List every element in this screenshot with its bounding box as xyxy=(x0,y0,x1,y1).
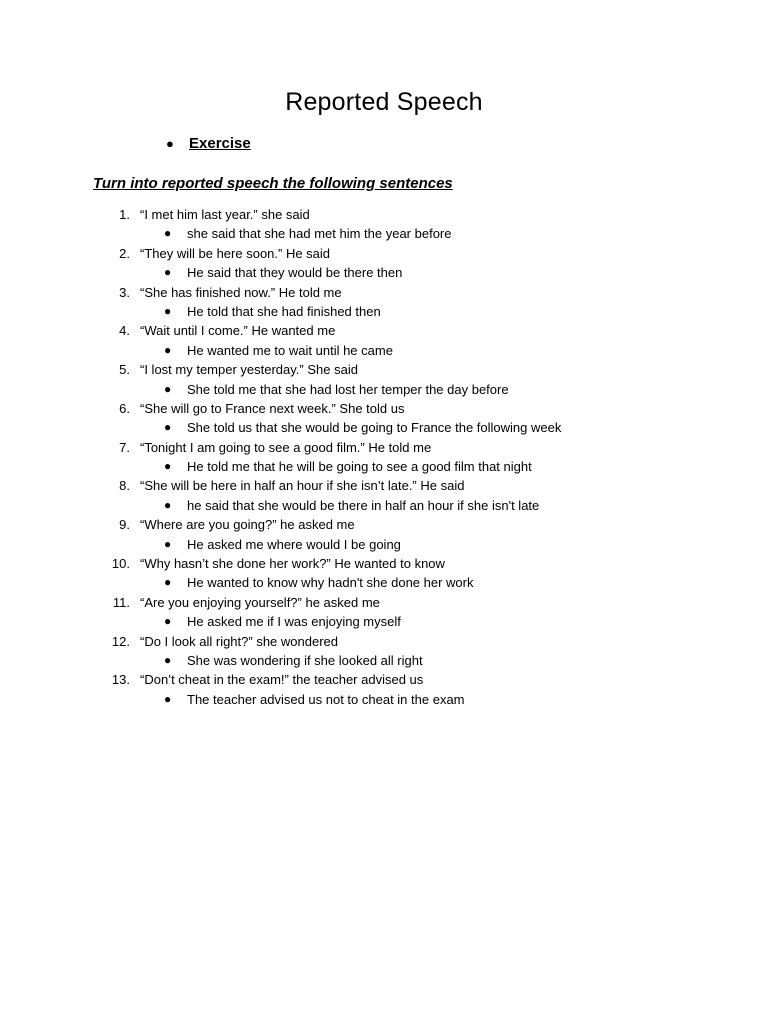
page-title: Reported Speech xyxy=(285,88,483,116)
list-item xyxy=(0,440,768,459)
exercise-heading xyxy=(166,135,251,152)
exercise-label: Exercise xyxy=(189,135,251,152)
item-question: “She has finished now.” He told me xyxy=(140,284,342,300)
item-answer: She was wondering if she looked all right xyxy=(187,652,423,668)
list-item xyxy=(0,595,768,614)
bullet-icon: ● xyxy=(164,652,172,667)
item-question: “Are you enjoying yourself?” he asked me xyxy=(140,594,380,610)
bullet-icon: ● xyxy=(166,136,174,151)
list-item-answer xyxy=(0,226,768,245)
item-number: 4. xyxy=(119,323,130,339)
list-item-answer xyxy=(0,343,768,362)
bullet-icon: ● xyxy=(164,381,172,396)
list-item xyxy=(0,672,768,691)
list-item-answer xyxy=(0,304,768,323)
item-answer: he said that she would be there in half an hour if she isn't late xyxy=(187,497,540,513)
list-item-answer xyxy=(0,614,768,633)
list-item xyxy=(0,634,768,653)
list-item xyxy=(0,285,768,304)
list-item xyxy=(0,246,768,265)
bullet-icon: ● xyxy=(164,226,172,241)
exercise-list xyxy=(0,207,768,711)
list-item xyxy=(0,401,768,420)
list-item-answer xyxy=(0,420,768,439)
item-number: 12. xyxy=(111,633,130,649)
item-question: “I met him last year.” she said xyxy=(140,207,310,222)
list-item-answer xyxy=(0,459,768,478)
item-question: “They will be here soon.” He said xyxy=(140,245,331,261)
bullet-icon: ● xyxy=(164,420,172,435)
list-item xyxy=(0,556,768,575)
list-item-answer xyxy=(0,382,768,401)
item-answer: He asked me where would I be going xyxy=(187,536,401,552)
list-item-answer xyxy=(0,537,768,556)
item-number: 3. xyxy=(119,284,130,300)
item-number: 8. xyxy=(119,478,130,494)
list-item-answer xyxy=(0,575,768,594)
item-number: 11. xyxy=(112,594,130,610)
item-question: “I lost my temper yesterday.” She said xyxy=(140,362,358,378)
item-answer: She told me that she had lost her temper the day before xyxy=(187,381,509,397)
item-number: 6. xyxy=(119,400,130,416)
list-item xyxy=(0,207,768,226)
item-number: 5. xyxy=(119,362,130,378)
item-answer: He asked me if I was enjoying myself xyxy=(187,614,401,630)
item-question: “Do I look all right?” she wondered xyxy=(140,633,338,649)
bullet-icon: ● xyxy=(164,536,172,551)
item-answer: she said that she had met him the year before xyxy=(187,226,452,242)
item-answer: She told us that she would be going to France the following week xyxy=(187,420,562,436)
item-number: 7. xyxy=(119,439,130,455)
bullet-icon: ● xyxy=(164,342,172,357)
bullet-icon: ● xyxy=(164,575,172,590)
bullet-icon: ● xyxy=(164,459,172,474)
item-question: “Tonight I am going to see a good film.” He told me xyxy=(140,439,432,455)
item-answer: He said that they would be there then xyxy=(187,265,403,281)
list-item xyxy=(0,517,768,536)
bullet-icon: ● xyxy=(164,614,172,629)
item-question: “She will be here in half an hour if she isn’t late.” He said xyxy=(140,478,465,494)
item-number: 13. xyxy=(111,672,130,688)
list-item xyxy=(0,323,768,342)
list-item-answer xyxy=(0,265,768,284)
item-answer: He told me that he will be going to see a good film that night xyxy=(187,459,532,475)
item-question: “Wait until I come.” He wanted me xyxy=(140,323,336,339)
bullet-icon: ● xyxy=(164,303,172,318)
item-number: 9. xyxy=(119,517,130,533)
list-item xyxy=(0,478,768,497)
item-number: 2. xyxy=(119,245,130,261)
bullet-icon: ● xyxy=(164,265,172,280)
item-number: 1. xyxy=(119,207,130,222)
item-answer: He wanted me to wait until he came xyxy=(187,342,393,358)
item-question: “She will go to France next week.” She told us xyxy=(140,400,405,416)
item-answer: The teacher advised us not to cheat in the exam xyxy=(187,691,465,707)
item-number: 10. xyxy=(111,556,130,572)
item-answer: He wanted to know why hadn't she done her work xyxy=(187,575,474,591)
instruction-heading: Turn into reported speech the following sentences xyxy=(93,175,453,192)
list-item-answer xyxy=(0,692,768,711)
list-item-answer xyxy=(0,653,768,672)
bullet-icon: ● xyxy=(164,497,172,512)
list-item-answer xyxy=(0,498,768,517)
bullet-icon: ● xyxy=(164,691,172,706)
item-question: “Where are you going?” he asked me xyxy=(140,517,355,533)
item-answer: He told that she had finished then xyxy=(187,303,381,319)
list-item xyxy=(0,362,768,381)
item-question: “Why hasn’t she done her work?” He wanted to know xyxy=(140,556,445,572)
item-question: “Don’t cheat in the exam!” the teacher advised us xyxy=(140,672,424,688)
